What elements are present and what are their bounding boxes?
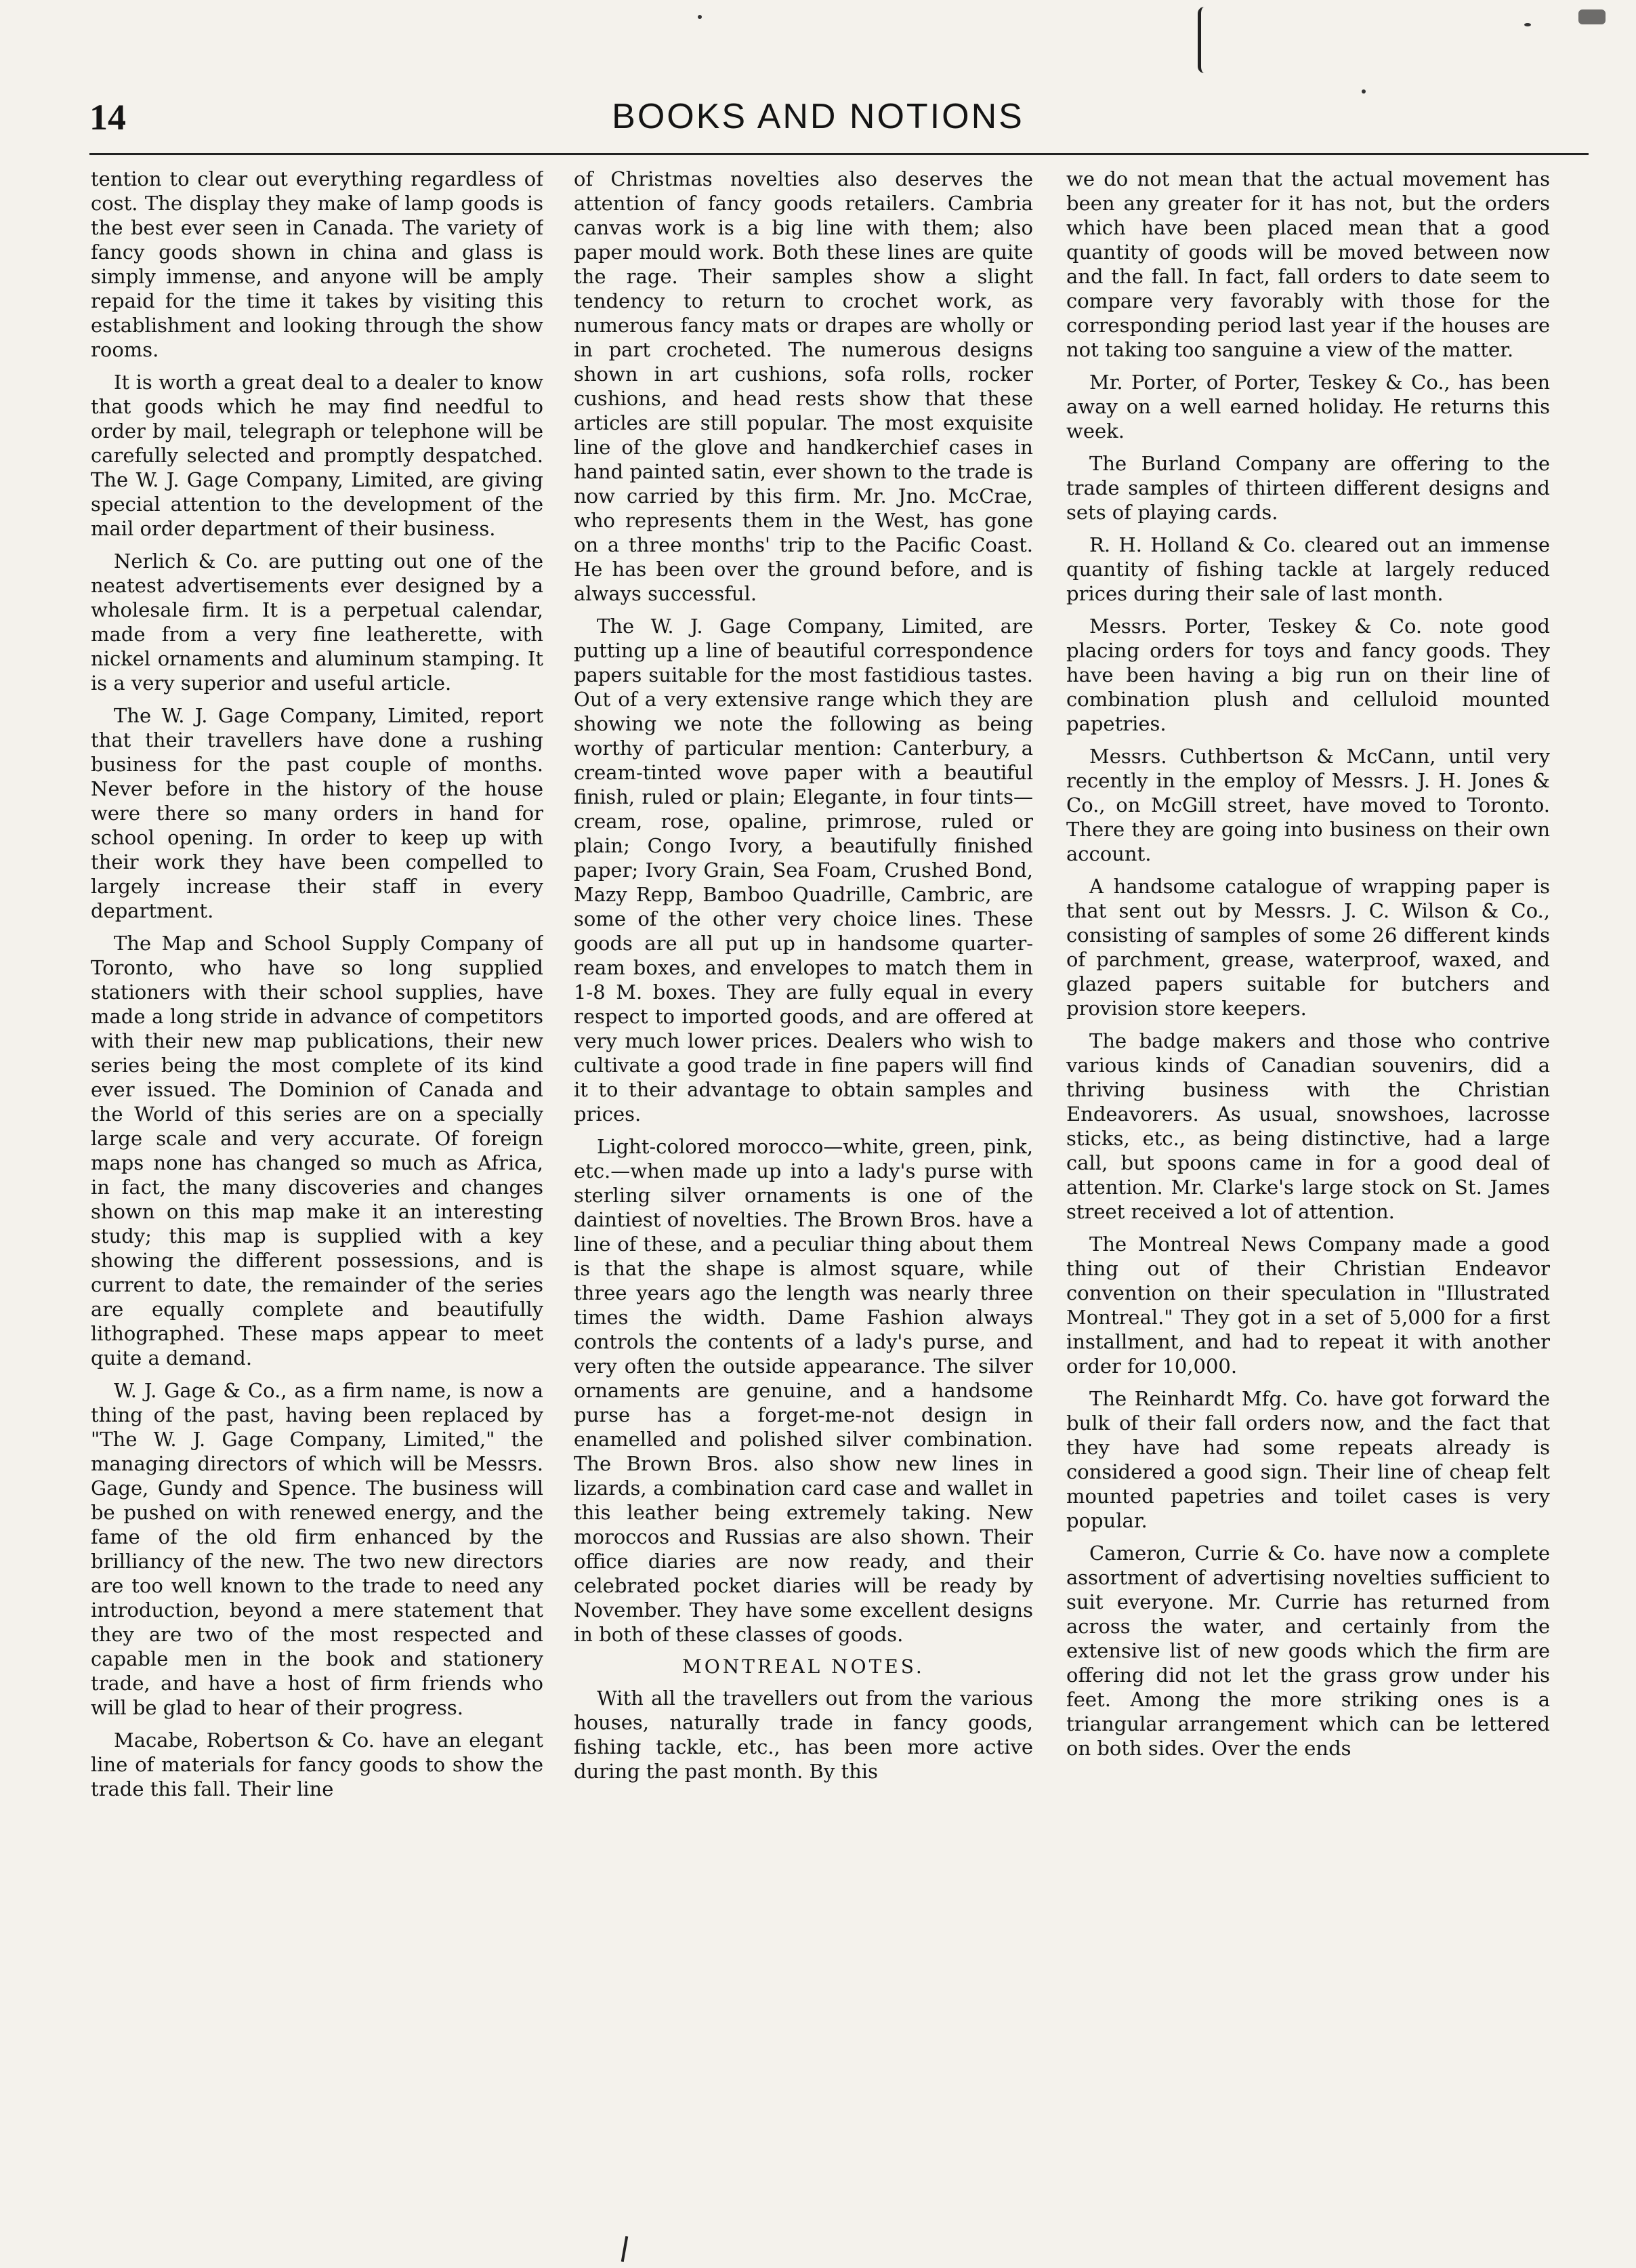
print-speck — [1578, 9, 1606, 24]
article-paragraph: The W. J. Gage Company, Limited, report that their travellers have done a rushing business for the past couple of months. Never before in the history of the house were there so many orders in hand for school opening. In order to keep up with their work they have been compelled to largely increase their staff in every department. — [91, 704, 543, 922]
article-paragraph: of Christmas novelties also deserves the attention of fancy goods retailers. Cambria canvas work is a big line with them; also paper mould work. Both these lines are quite the rage. Their samples show a slight tendency to return to crochet work, as numerous fancy mats or drapes are wholly or in part crocheted. The numerous designs shown in art cushions, sofa rolls, rocker cushions, and head rests show that these articles are still popular. The most exquisite line of the glove and handkerchief cases in hand painted satin, ever shown to the trade is now carried by this firm. Mr. Jno. McCrae, who represents them in the West, has gone on a three months' trip to the Pacific Coast. He has been over the ground before, and is always successful. — [574, 167, 1033, 605]
column-left — [91, 167, 543, 2268]
article-paragraph: The W. J. Gage Company, Limited, are putting up a line of beautiful correspondence papers suitable for the most fastidious tastes. Out of a very extensive range which they are showing we note the following as being worthy of particular mention: Canterbury, a cream-tinted wove paper with a beautiful finish, ruled or plain; Elegante, in four tints—cream, rose, opaline, primrose, ruled or plain; Congo Ivory, a beautifully finished paper; Ivory Grain, Sea Foam, Crushed Bond, Mazy Repp, Bamboo Quadrille, Cambric, are some of the other very choice lines. These goods are all put up in handsome quarter-ream boxes, and envelopes to match them in 1-8 M. boxes. They are fully equal in every respect to imported goods, and are offered at very much lower prices. Dealers who wish to cultivate a good trade in fine papers will find it to their advantage to obtain samples and prices. — [574, 615, 1033, 1126]
article-paragraph: Light-colored morocco—white, green, pink, etc.—when made up into a lady's purse with sterling silver ornaments is one of the daintiest of novelties. The Brown Bros. have a line of these, and a peculiar thing about them is that the shape is almost square, while three years ago the length was nearly three times the width. Dame Fashion always controls the contents of a lady's purse, and very often the outside appearance. The silver ornaments are genuine, and a handsome purse has a forget-me-not design in enamelled and polished silver combination. The Brown Bros. also show new lines in lizards, a combination card case and wallet in this leather being extremely taking. New moroccos and Russias are also shown. Their office diaries are now ready, and their celebrated pocket diaries will be ready by November. They have some excellent designs in both of these classes of goods. — [574, 1135, 1033, 1646]
article-paragraph: A handsome catalogue of wrapping paper is that sent out by Messrs. J. C. Wilson & Co., consisting of samples of some 26 different kinds of parchment, grease, waterproof, waxed, and glazed papers suitable for butchers and provision store keepers. — [1066, 875, 1550, 1020]
article-paragraph: Messrs. Cuthbertson & McCann, until very recently in the employ of Messrs. J. H. Jones & Co., on McGill street, have moved to Toronto. There they are going into business on their own account. — [1066, 745, 1550, 865]
header-rule — [89, 153, 1589, 155]
column-right — [1066, 167, 1550, 2268]
running-head: BOOKS AND NOTIONS — [612, 97, 1024, 136]
print-speck — [1362, 89, 1366, 94]
article-paragraph: The Montreal News Company made a good thing out of their Christian Endeavor convention on their speculation in "Illustrated Montreal." They got in a set of 5,000 for a first installment, and had to repeat it with another order for 10,000. — [1066, 1233, 1550, 1378]
print-speck — [1524, 23, 1531, 26]
article-paragraph: It is worth a great deal to a dealer to know that goods which he may find needful to order by mail, telegraph or telephone will be carefully selected and promptly despatched. The W. J. Gage Company, Limited, are giving special attention to the development of the mail order department of their business. — [91, 371, 543, 540]
column-middle — [574, 167, 1033, 2268]
article-paragraph: W. J. Gage & Co., as a firm name, is now a thing of the past, having been replaced by "The W. J. Gage Company, Limited," the managing directors of which will be Messrs. Gage, Gundy and Spence. The business will be pushed on with renewed energy, and the fame of the old firm enhanced by the brilliancy of the new. The two new directors are too well known to the trade to need any introduction, beyond a mere statement that they are two of the most respected and capable men in the book and stationery trade, and have a host of firm friends who will be glad to hear of their progress. — [91, 1379, 543, 1719]
margin-mark — [1198, 7, 1209, 73]
article-paragraph: Messrs. Porter, Teskey & Co. note good placing orders for toys and fancy goods. They have been having a big run on their line of combination plush and celluloid mounted papetries. — [1066, 615, 1550, 735]
article-paragraph: With all the travellers out from the various houses, naturally trade in fancy goods, fishing tackle, etc., has been more active during the past month. By this — [574, 1687, 1033, 1783]
article-paragraph: Macabe, Robertson & Co. have an elegant line of materials for fancy goods to show the trade this fall. Their line — [91, 1729, 543, 1800]
article-paragraph: The badge makers and those who contrive various kinds of Canadian souvenirs, did a thriving business with the Christian Endeavorers. As usual, snowshoes, lacrosse sticks, etc., as being distinctive, had a large call, but spoons came in for a good deal of attention. Mr. Clarke's large stock on St. James street received a lot of attention. — [1066, 1029, 1550, 1223]
page-number: 14 — [89, 97, 126, 138]
article-paragraph: we do not mean that the actual movement has been any greater for it has not, but the orders which have been placed mean that a good quantity of goods will be moved between now and the fall. In fact, fall orders to date seem to compare very favorably with those for the corresponding period last year if the houses are not taking too sanguine a view of the matter. — [1066, 167, 1550, 361]
print-speck — [698, 15, 702, 19]
section-heading: MONTREAL NOTES. — [682, 1655, 925, 1678]
article-paragraph: tention to clear out everything regardless of cost. The display they make of lamp goods is the best ever seen in Canada. The variety of fancy goods shown in china and glass is simply immense, and anyone will be amply repaid for the time it takes by visiting this establishment and looking through the show rooms. — [91, 167, 543, 361]
article-paragraph: The Burland Company are offering to the trade samples of thirteen different designs and sets of playing cards. — [1066, 452, 1550, 524]
article-paragraph: R. H. Holland & Co. cleared out an immense quantity of fishing tackle at largely reduced prices during their sale of last month. — [1066, 533, 1550, 605]
article-paragraph: The Reinhardt Mfg. Co. have got forward the bulk of their fall orders now, and the fact that they have had some repeats already is considered a good sign. Their line of cheap felt mounted papetries and toilet cases is very popular. — [1066, 1387, 1550, 1532]
article-paragraph: Nerlich & Co. are putting out one of the neatest advertisements ever designed by a wholesale firm. It is a perpetual calendar, made from a very fine leatherette, with nickel ornaments and aluminum stamping. It is a very superior and useful article. — [91, 550, 543, 695]
article-paragraph: Mr. Porter, of Porter, Teskey & Co., has been away on a well earned holiday. He returns this week. — [1066, 371, 1550, 442]
article-paragraph: Cameron, Currie & Co. have now a complete assortment of advertising novelties sufficient to suit everyone. Mr. Currie has returned from across the water, and certainly from the extensive list of new goods which the firm are offering did not let the grass grow under his feet. Among the more striking ones is a triangular arrangement which can be lettered on both sides. Over the ends — [1066, 1542, 1550, 1760]
article-paragraph: The Map and School Supply Company of Toronto, who have so long supplied stationers with their school supplies, have made a long stride in advance of competitors with their new map publications, their new series being the most complete of its kind ever issued. The Dominion of Canada and the World of this series are on a specially large scale and very accurate. Of foreign maps none has changed so much as Africa, in fact, the many discoveries and changes shown on this map make it an interesting study; this map is supplied with a key showing the different possessions, and is current to date, the remainder of the series are equally complete and beautifully lithographed. These maps appear to meet quite a demand. — [91, 932, 543, 1369]
